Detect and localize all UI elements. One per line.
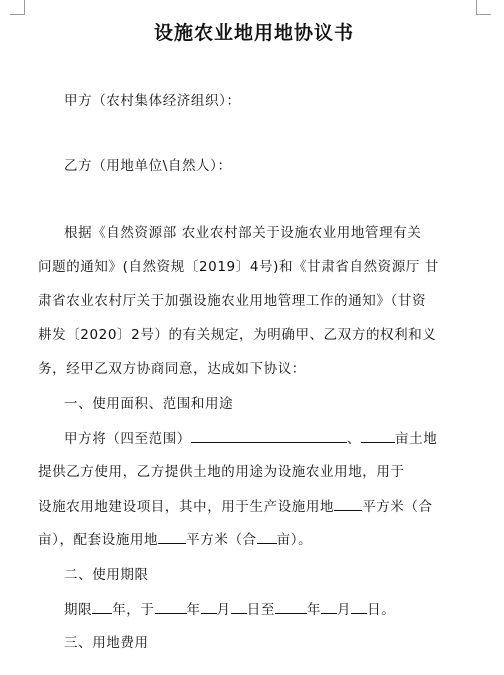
party-b-line: 乙方（用地单位\自然人）：	[64, 158, 232, 174]
end-day-blank[interactable]	[351, 600, 367, 614]
supporting-mu-blank[interactable]	[257, 530, 277, 544]
section-1-line-3	[38, 497, 433, 516]
section-3-heading: 三、用地费用	[64, 635, 149, 651]
start-day-blank[interactable]	[231, 600, 247, 614]
intro-line-4: 耕发〔2020〕2号）的有关规定，为明确甲、乙双方的权利和义	[38, 327, 437, 343]
section-1-text: 平方米（合	[362, 499, 433, 515]
section-2-heading: 二、使用期限	[64, 567, 149, 583]
section-2-text: 年，于	[112, 602, 155, 618]
section-1-text: 亩），配套设施用地	[38, 532, 159, 548]
section-1-text: 甲方将（四至范围）	[64, 431, 191, 447]
section-2-text: 期限	[64, 602, 93, 618]
term-years-blank[interactable]	[92, 600, 112, 614]
page-corner-mark-top-left	[10, 0, 25, 15]
section-1-text: 、	[346, 431, 362, 447]
production-area-blank[interactable]	[334, 497, 362, 511]
boundary-range-blank[interactable]	[191, 429, 347, 443]
area-mu-blank[interactable]	[361, 429, 395, 443]
section-1-text: 设施农用地建设项目，其中，用于生产设施用地	[38, 499, 335, 515]
section-2-text: 日至	[246, 602, 275, 618]
party-a-line: 甲方（农村集体经济组织）：	[64, 93, 241, 109]
supporting-area-blank[interactable]	[158, 530, 186, 544]
section-2-text: 年	[186, 602, 201, 618]
section-2-text: 年	[306, 602, 322, 618]
section-2-line-1	[64, 600, 395, 619]
section-1-text: 平方米（合	[186, 532, 257, 548]
start-year-blank[interactable]	[155, 600, 187, 614]
section-1-text: 亩）。	[276, 532, 313, 548]
section-1-heading: 一、使用面积、范围和用途	[64, 396, 234, 412]
section-2-text: 日。	[367, 602, 396, 618]
intro-line-3: 肃省农业农村厅关于加强设施农业用地管理工作的通知》（甘资	[38, 293, 427, 309]
start-month-blank[interactable]	[201, 600, 217, 614]
section-1-line-2: 提供乙方使用，乙方提供土地的用途为设施农业用地，用于	[38, 464, 405, 480]
intro-line-1: 根据《自然资源部 农业农村部关于设施农业用地管理有关	[64, 225, 422, 241]
section-2-text: 月	[216, 602, 231, 618]
page-corner-mark-top-right	[476, 0, 491, 15]
intro-line-2: 问题的通知》(自然资规〔2019〕4号)和《甘肃省自然资源厅 甘	[38, 259, 439, 275]
end-month-blank[interactable]	[321, 600, 337, 614]
section-1-text: 亩土地	[395, 431, 438, 447]
section-1-line-1	[64, 429, 437, 448]
intro-line-5: 务，经甲乙双方协商同意，达成如下协议：	[38, 361, 306, 377]
section-1-line-4	[38, 530, 312, 549]
document-title: 设施农业地用地协议书	[153, 22, 354, 44]
end-year-blank[interactable]	[275, 600, 307, 614]
section-2-text: 月	[337, 602, 352, 618]
